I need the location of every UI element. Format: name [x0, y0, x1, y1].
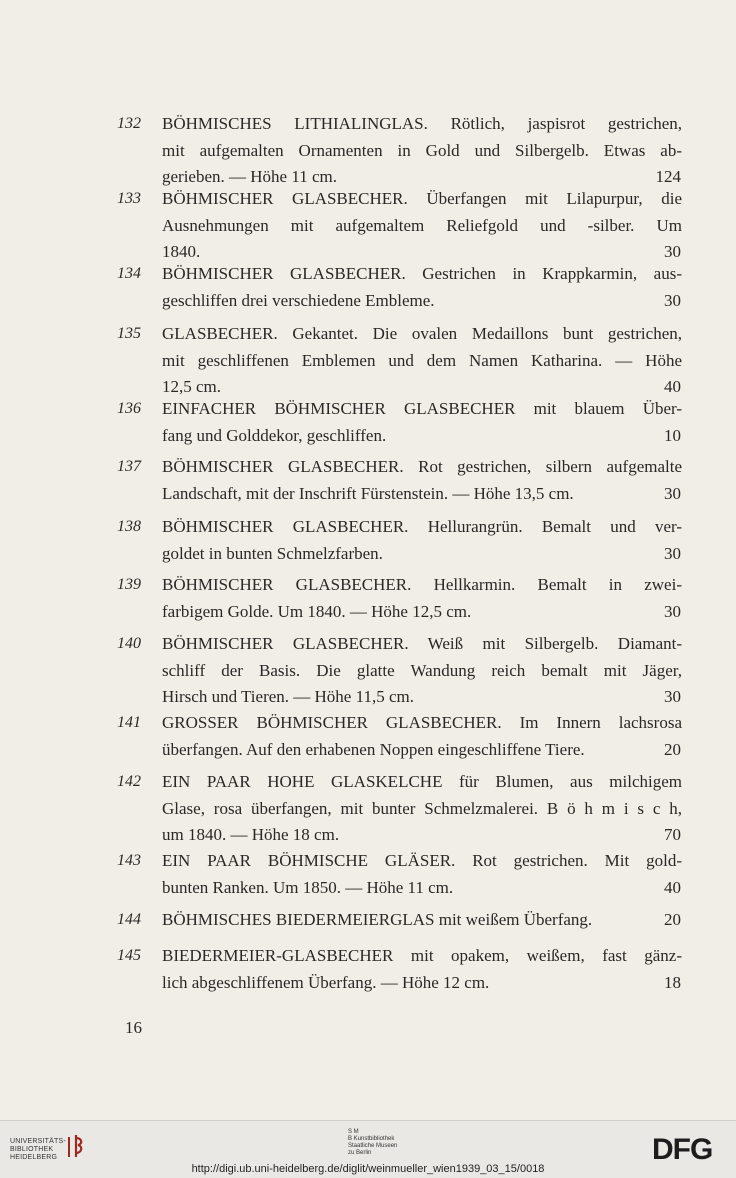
entry-price: 20	[664, 739, 681, 759]
entry-number: 137	[117, 458, 141, 475]
entry-text-line: lich abgeschliffenem Überfang. — Höhe 12 cm.	[162, 972, 490, 992]
entry-price: 20	[664, 910, 681, 929]
entry-text-line: BIEDERMEIER-GLASBECHER mit opakem, weißem, fast gänz-	[162, 946, 682, 965]
university-line: UNIVERSITÄTS-	[10, 1138, 66, 1145]
entry-text-line: EINFACHER BÖHMISCHER GLASBECHER mit blauem Über-	[162, 399, 682, 418]
entry-text-line: um 1840. — Höhe 18 cm.	[162, 825, 340, 844]
university-library-name	[10, 1138, 66, 1162]
entry-text-line: BÖHMISCHES LITHIALINGLAS. Rötlich, jaspisrot gestrichen,	[162, 114, 682, 133]
source-url-link[interactable]: http://digi.ub.uni-heidelberg.de/diglit/weinmueller_wien1939_03_15/0018	[191, 1163, 545, 1175]
entry-text-line: BÖHMISCHES BIEDERMEIERGLAS mit weißem Überfang.	[162, 910, 593, 929]
entry-price: 40	[664, 377, 681, 396]
entry-number: 136	[117, 400, 141, 417]
entry-text-line: BÖHMISCHER GLASBECHER. Hellkarmin. Bemalt in zwei-	[162, 575, 682, 594]
library-line: B Kunstbibliothek	[348, 1136, 395, 1142]
entry-number: 144	[117, 911, 141, 928]
entry-text-line: Landschaft, mit der Inschrift Fürstenstein. — Höhe 13,5 cm.	[162, 483, 574, 503]
entry-text-line: mit aufgemalten Ornamenten in Gold und Silbergelb. Etwas ab-	[162, 140, 682, 160]
entry-text-line: 1840.	[162, 242, 201, 261]
entry-number: 140	[117, 635, 141, 652]
entry-number: 134	[117, 265, 141, 282]
entry-number: 132	[117, 115, 141, 132]
university-line: HEIDELBERG	[10, 1154, 58, 1161]
entry-text-line: BÖHMISCHER GLASBECHER. Weiß mit Silbergelb. Diamant-	[162, 634, 682, 653]
library-line: Staatliche Museen	[348, 1143, 398, 1149]
entry-number: 141	[117, 714, 141, 731]
entry-text-line: farbigem Golde. Um 1840. — Höhe 12,5 cm.	[162, 601, 472, 621]
entry-price: 30	[664, 543, 681, 563]
library-line: zu Berlin	[348, 1150, 372, 1156]
entry-number: 135	[117, 325, 141, 342]
entry-text-line: fang und Golddekor, geschliffen.	[162, 425, 387, 445]
entry-price: 30	[664, 483, 681, 503]
entry-text-line: 12,5 cm.	[162, 377, 222, 396]
page-number: 16	[125, 1018, 142, 1037]
entry-price: 30	[664, 687, 681, 706]
entry-price: 30	[664, 242, 681, 261]
entry-number: 133	[117, 190, 141, 207]
entry-text-line: EIN PAAR BÖHMISCHE GLÄSER. Rot gestrichen. Mit gold-	[162, 851, 682, 870]
entry-text-line: Glase, rosa überfangen, mit bunter Schmelzmalerei. B ö h m i s c h,	[162, 798, 682, 818]
entry-text-line: gerieben. — Höhe 11 cm.	[162, 167, 337, 186]
dfg-logo: DFG	[652, 1133, 713, 1166]
entry-text-line: schliff der Basis. Die glatte Wandung reich bemalt mit Jäger,	[162, 660, 682, 680]
entry-text-line: GLASBECHER. Gekantet. Die ovalen Medaillons bunt gestrichen,	[162, 324, 682, 343]
kunstbibliothek-logo	[348, 1129, 397, 1157]
entry-text-line: BÖHMISCHER GLASBECHER. Gestrichen in Krappkarmin, aus-	[162, 264, 682, 283]
entry-text-line: Ausnehmungen mit aufgemaltem Reliefgold und -silber. Um	[162, 215, 682, 235]
entry-price: 124	[655, 167, 681, 186]
entry-price: 10	[664, 425, 681, 445]
entry-number: 145	[117, 947, 141, 964]
entry-text-line: BÖHMISCHER GLASBECHER. Überfangen mit Lilapurpur, die	[162, 189, 682, 208]
entry-number: 142	[117, 773, 141, 790]
entry-text-line: goldet in bunten Schmelzfarben.	[162, 543, 383, 563]
entry-price: 70	[664, 825, 681, 844]
entry-text-line: BÖHMISCHER GLASBECHER. Hellurangrün. Bemalt und ver-	[162, 517, 682, 536]
entry-text-line: BÖHMISCHER GLASBECHER. Rot gestrichen, silbern aufgemalte	[162, 457, 682, 476]
university-line: BIBLIOTHEK	[10, 1146, 54, 1153]
entry-text-line: bunten Ranken. Um 1850. — Höhe 11 cm.	[162, 877, 454, 897]
library-line: S M	[348, 1129, 359, 1135]
entry-text-line: GROSSER BÖHMISCHER GLASBECHER. Im Innern lachsrosa	[162, 713, 682, 732]
entry-number: 143	[117, 852, 141, 869]
entry-text-line: mit geschliffenen Emblemen und dem Namen Katharina. — Höhe	[162, 350, 682, 370]
entry-text-line: EIN PAAR HOHE GLASKELCHE für Blumen, aus milchigem	[162, 772, 682, 791]
entry-price: 40	[664, 877, 681, 897]
entry-text-line: Hirsch und Tieren. — Höhe 11,5 cm.	[162, 687, 414, 706]
footer-bar	[0, 1120, 736, 1178]
entry-text-line: geschliffen drei verschiedene Embleme.	[162, 290, 435, 310]
university-logo-icon	[66, 1133, 86, 1159]
entry-number: 138	[117, 518, 141, 535]
entry-number: 139	[117, 576, 141, 593]
entry-text-line: überfangen. Auf den erhabenen Noppen eingeschliffene Tiere.	[162, 739, 585, 759]
entry-price: 30	[664, 601, 681, 621]
entry-price: 30	[664, 290, 681, 310]
entry-price: 18	[664, 972, 681, 992]
